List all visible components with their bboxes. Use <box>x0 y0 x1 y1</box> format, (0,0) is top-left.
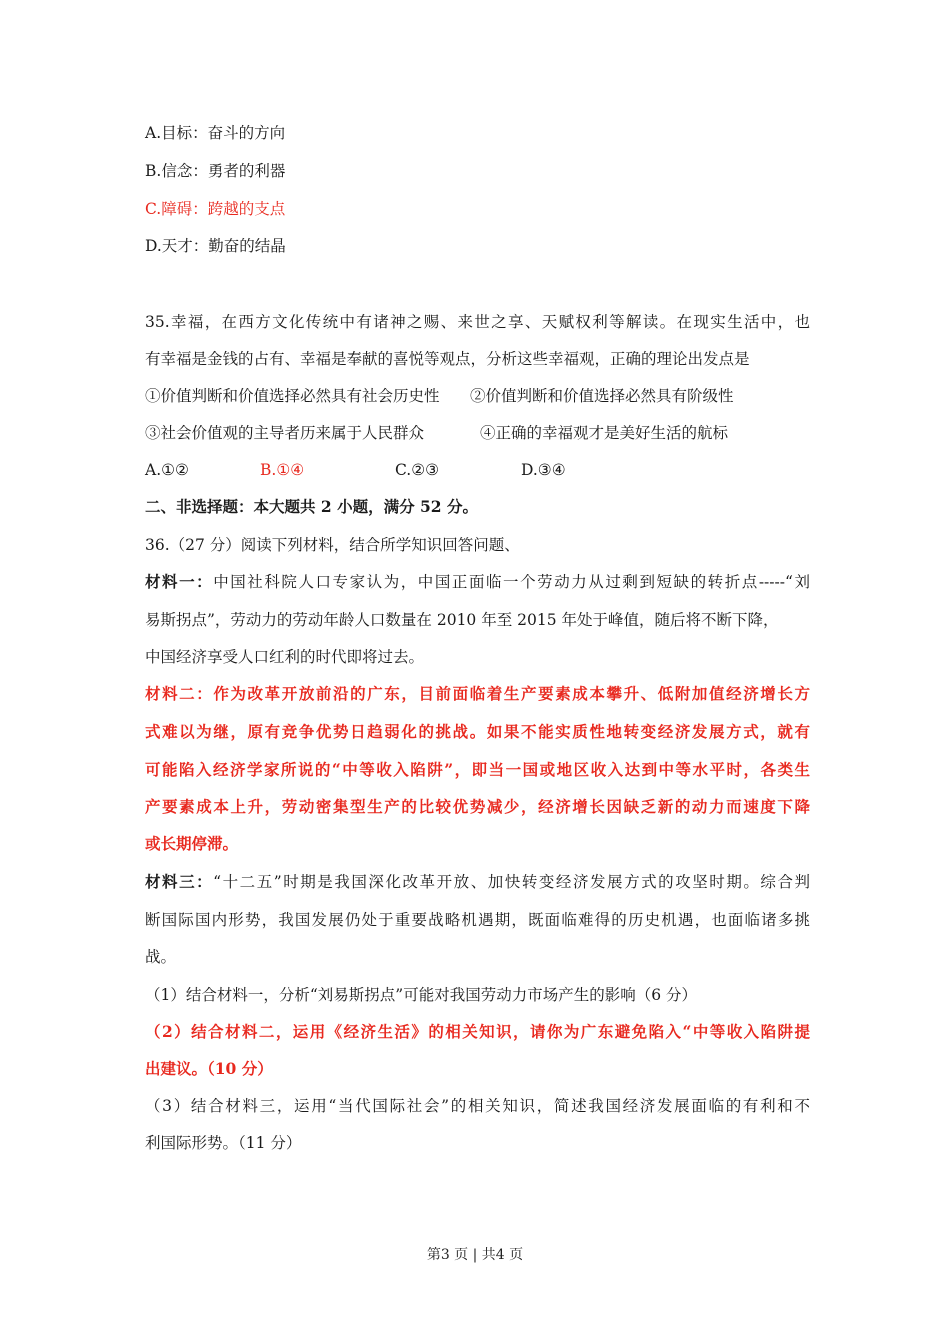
q36-sub-1: （1）结合材料一，分析“刘易斯拐点”可能对我国劳动力市场产生的影响（6 分） <box>145 986 698 1004</box>
page-footer: 第3 页 | 共4 页 <box>426 1247 524 1263</box>
material-1-label: 材料一： <box>145 572 214 591</box>
q35-statement-3: ③社会价值观的主导者历来属于人民群众 <box>145 424 425 442</box>
q36-intro: 36.（27 分）阅读下列材料，结合所学知识回答问题、 <box>145 536 520 554</box>
material-2-line-1: 材料二：作为改革开放前沿的广东，目前面临着生产要素成本攀升、低附加值经济增长方 <box>145 684 810 703</box>
q35-option-a: A.①② <box>145 461 189 479</box>
q36-sub-2-line-2: 出建议。（10 分） <box>145 1059 273 1078</box>
q35-stem-line-1: 35.幸福，在西方文化传统中有诸神之赐、来世之享、天赋权利等解读。在现实生活中，也 <box>145 313 810 331</box>
q35-option-b: B.①④ <box>260 461 305 479</box>
q34-option-b: B.信念：勇者的利器 <box>145 162 286 180</box>
q35-stem-line-2: 有幸福是金钱的占有、幸福是奉献的喜悦等观点，分析这些幸福观，正确的理论出发点是 <box>145 350 750 368</box>
material-1-text: 中国社科院人口专家认为，中国正面临一个劳动力从过剩到短缺的转折点-----“刘 <box>213 573 810 591</box>
material-2-line-3: 可能陷入经济学家所说的“中等收入陷阱”，即当一国或地区收入达到中等水平时，各类生 <box>145 760 810 779</box>
material-3-line-1 <box>145 872 810 892</box>
q35-statement-2: ②价值判断和价值选择必然具有阶级性 <box>470 387 734 405</box>
q36-sub-3-line-1: （3）结合材料三，运用“当代国际社会”的相关知识，简述我国经济发展面临的有利和不 <box>145 1097 810 1115</box>
section-2-heading: 二、非选择题：本大题共 2 小题，满分 52 分。 <box>145 497 478 516</box>
q35-option-c: C.②③ <box>395 461 440 479</box>
q34-option-a: A.目标：奋斗的方向 <box>145 124 286 142</box>
material-2-line-4: 产要素成本上升，劳动密集型生产的比较优势减少，经济增长因缺乏新的动力而速度下降 <box>145 797 810 816</box>
material-2-line-5: 或长期停滞。 <box>145 834 239 853</box>
q36-sub-2-line-1: （2）结合材料二，运用《经济生活》的相关知识，请你为广东避免陷入“中等收入陷阱提 <box>145 1022 810 1041</box>
material-3-label: 材料三： <box>145 872 214 891</box>
material-3-text: “十二五”时期是我国深化改革开放、加快转变经济发展方式的攻坚时期。综合判 <box>213 873 810 891</box>
material-3-line-2: 断国际国内形势，我国发展仍处于重要战略机遇期，既面临难得的历史机遇，也面临诸多挑 <box>145 911 810 929</box>
material-3-line-3: 战。 <box>145 948 177 966</box>
material-1-line-1 <box>145 572 810 592</box>
q34-option-d: D.天才：勤奋的结晶 <box>145 237 286 255</box>
material-1-line-2: 易斯拐点”，劳动力的劳动年龄人口数量在 2010 年至 2015 年处于峰值，随后将不断下降， <box>145 611 779 629</box>
q35-option-d: D.③④ <box>521 461 566 479</box>
material-2-line-2: 式难以为继，原有竞争优势日趋弱化的挑战。如果不能实质性地转变经济发展方式，就有 <box>145 722 810 741</box>
q35-statement-1: ①价值判断和价值选择必然具有社会历史性 <box>145 387 440 405</box>
q34-option-c: C.障碍：跨越的支点 <box>145 200 286 218</box>
q36-sub-3-line-2: 利国际形势。（11 分） <box>145 1134 302 1152</box>
material-1-line-3: 中国经济享受人口红利的时代即将过去。 <box>145 648 425 666</box>
q35-statement-4: ④正确的幸福观才是美好生活的航标 <box>480 424 729 442</box>
